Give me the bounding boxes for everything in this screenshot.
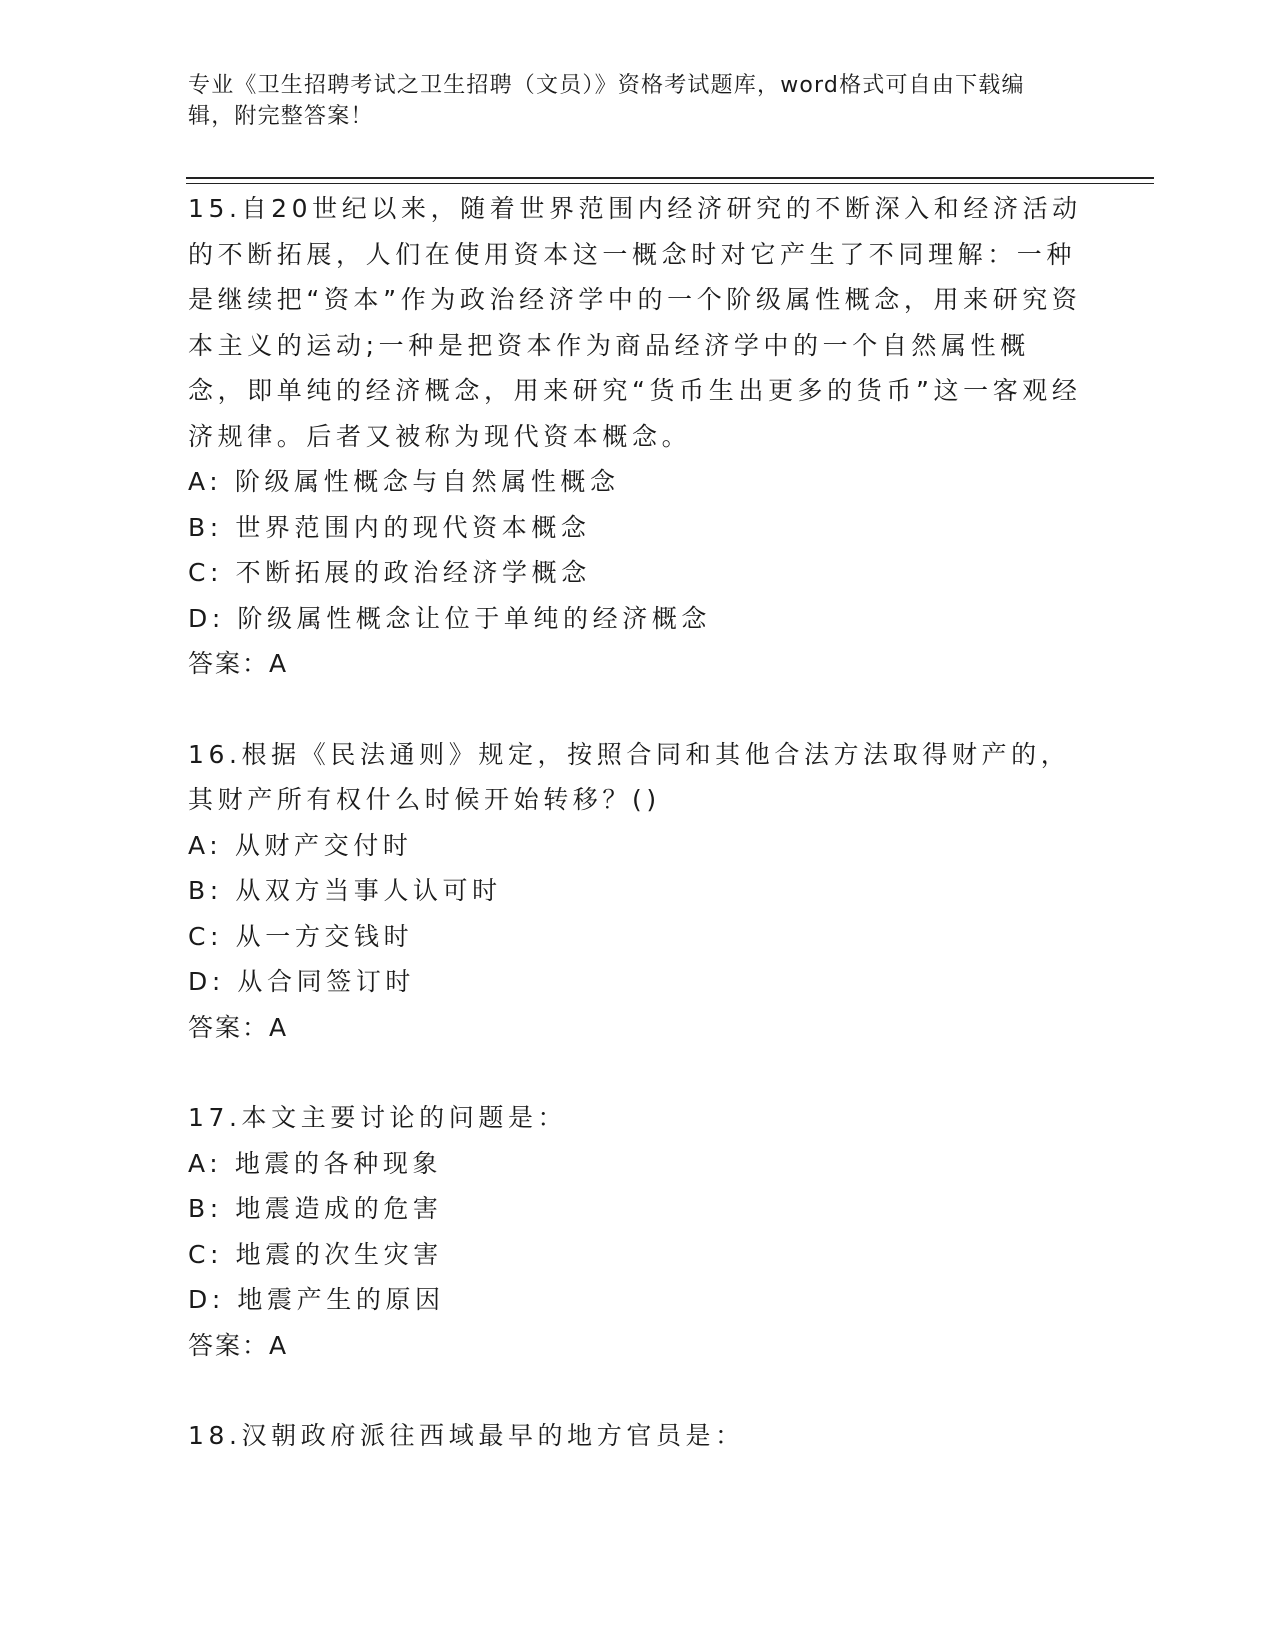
header-divider-thick <box>186 177 1154 179</box>
question-17 <box>188 1095 1088 1368</box>
question-15 <box>188 186 1088 687</box>
answer-line: 答案：A <box>188 1012 289 1042</box>
option-d: D: 阶级属性概念让位于单纯的经济概念 <box>188 603 712 633</box>
question-16 <box>188 732 1088 1051</box>
option-b: B: 从双方当事人认可时 <box>188 876 502 905</box>
question-spacer <box>188 1050 1088 1095</box>
option-c: C: 从一方交钱时 <box>188 921 414 951</box>
question-list <box>188 186 1088 1459</box>
document-header: 专业《卫生招聘考试之卫生招聘（文员）》资格考试题库，word格式可自由下载编辑，附完整答案！ <box>188 73 1025 129</box>
question-spacer <box>188 687 1088 732</box>
answer-line: 答案：A <box>188 1330 289 1360</box>
question-stem: 16.根据《民法通则》规定，按照合同和其他合法方法取得财产的，其财产所有权什么时候开始转移？() <box>188 739 1071 814</box>
option-c: C: 地震的次生灾害 <box>188 1239 443 1269</box>
option-a: A: 从财产交付时 <box>188 830 413 860</box>
question-stem: 18.汉朝政府派往西域最早的地方官员是： <box>188 1421 745 1450</box>
question-spacer <box>188 1368 1088 1413</box>
option-a: A: 地震的各种现象 <box>188 1148 443 1178</box>
option-b: B: 地震造成的危害 <box>188 1194 443 1223</box>
question-18 <box>188 1413 1088 1459</box>
option-a: A: 阶级属性概念与自然属性概念 <box>188 467 620 496</box>
question-stem: 17.本文主要讨论的问题是： <box>188 1103 568 1132</box>
option-c: C: 不断拓展的政治经济学概念 <box>188 558 591 587</box>
question-stem: 15.自20世纪以来，随着世界范围内经济研究的不断深入和经济活动的不断拓展，人们在使用资本这一概念时对它产生了不同理解：一种是继续把“资本”作为政治经济学中的一个阶级属性概念，用来研究资本主义的运动;一种是把资本作为商品经济学中的一个自然属性概念，即单纯的经济概念，用来研究“货币生出更多的货币”这一客观经济规律。后者又被称为现代资本概念。 <box>188 194 1082 451</box>
option-d: D: 从合同签订时 <box>188 967 416 996</box>
header-divider-thin <box>186 183 1154 184</box>
answer-line: 答案：A <box>188 649 289 678</box>
option-b: B: 世界范围内的现代资本概念 <box>188 512 591 542</box>
option-d: D: 地震产生的原因 <box>188 1285 445 1314</box>
